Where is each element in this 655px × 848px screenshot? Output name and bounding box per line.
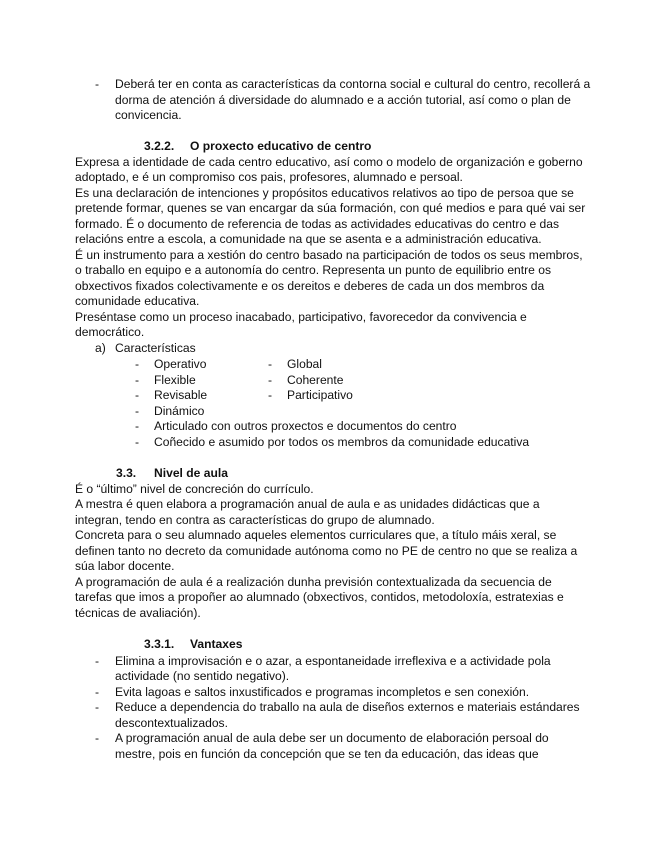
paragraph-line: técnicas de avaliación). bbox=[75, 606, 201, 620]
paragraph-line: integran, tendo en contra as características do grupo de alumnado. bbox=[75, 513, 435, 527]
bullet-dash: - bbox=[95, 700, 100, 714]
intro-bullet-line: dorma de atención á diversidade do alumnado e a acción tutorial, así como o plan de bbox=[115, 93, 571, 107]
section-number: 3.3. bbox=[116, 466, 137, 480]
paragraph-line: súa labor docente. bbox=[75, 559, 175, 573]
paragraph-line: Concreta para o seu alumnado aqueles elementos curriculares que, a título máis xeral, se bbox=[75, 528, 557, 542]
bullet-line: mestre, pois en función da concepción que se ten da educación, das ideas que bbox=[115, 747, 539, 761]
list-item: Dinámico bbox=[154, 404, 205, 418]
paragraph-line: definen tanto no decreto da comunidade autónoma como no PE de centro no que se realiza a bbox=[75, 544, 578, 558]
intro-bullet-line: Deberá ter en conta as características da contorna social e cultural do centro, recollerá a bbox=[115, 77, 591, 91]
bullet-line: Elimina a improvisación e o azar, a espontaneidade irreflexiva e a actividade pola bbox=[115, 654, 551, 668]
paragraph-line: A mestra é quen elabora a programación anual de aula e as unidades didácticas que a bbox=[75, 497, 540, 511]
bullet-line: actividade (no sentido negativo). bbox=[115, 669, 290, 683]
section-number: 3.2.2. bbox=[144, 139, 175, 153]
section-number: 3.3.1. bbox=[144, 637, 175, 651]
list-item: Global bbox=[287, 357, 322, 371]
bullet-dash: - bbox=[95, 77, 100, 91]
bullet-dash: - bbox=[135, 357, 140, 371]
bullet-dash: - bbox=[95, 654, 100, 668]
paragraph-line: obxectivos fixados colectivamente e os dereitos e deberes de cada un dos membros da bbox=[75, 279, 545, 293]
paragraph-line: formado. É o documento de referencia de todas as actividades educativas do centro e das bbox=[75, 217, 560, 231]
paragraph-line: A programación de aula é a realización dunha previsión contextualizada da secuencia de bbox=[75, 575, 552, 589]
paragraph-line: Es una declaración de intenciones y propósitos educativos relativos ao tipo de persoa que se bbox=[75, 186, 574, 200]
paragraph-line: É un instrumento para a xestión do centro basado na participación de todos os seus membros, bbox=[75, 248, 583, 262]
bullet-dash: - bbox=[268, 388, 273, 402]
intro-bullet-line: convicencia. bbox=[115, 108, 182, 122]
list-item: Operativo bbox=[154, 357, 207, 371]
paragraph-line: adoptado, e é un compromiso cos pais, profesores, alumnado e persoal. bbox=[75, 170, 463, 184]
section-title: Nivel de aula bbox=[154, 466, 228, 480]
bullet-dash: - bbox=[95, 731, 100, 745]
list-item: Articulado con outros proxectos e documentos do centro bbox=[154, 419, 457, 433]
bullet-dash: - bbox=[135, 435, 140, 449]
bullet-dash: - bbox=[268, 373, 273, 387]
paragraph-line: Preséntase como un proceso inacabado, participativo, favorecedor da convivencia e bbox=[75, 310, 527, 324]
paragraph-line: comunidade educativa. bbox=[75, 294, 200, 308]
bullet-dash: - bbox=[135, 404, 140, 418]
list-item: Coherente bbox=[287, 373, 344, 387]
paragraph-line: tarefas que imos a propoñer ao alumnado (obxectivos, contidos, metodoloxía, estratexias e bbox=[75, 590, 564, 604]
list-item: Coñecido e asumido por todos os membros da comunidade educativa bbox=[154, 435, 530, 449]
list-item: Revisable bbox=[154, 388, 208, 402]
bullet-dash: - bbox=[268, 357, 273, 371]
bullet-dash: - bbox=[135, 388, 140, 402]
paragraph-line: relacións entre a escola, a comunidade na que se asenta e a administración educativa. bbox=[75, 232, 542, 246]
bullet-line: Reduce a dependencia do traballo na aula de diseños externos e materiais estándares bbox=[115, 700, 580, 714]
list-label: Características bbox=[115, 341, 196, 355]
bullet-line: Evita lagoas e saltos inxustificados e programas incompletos e sen conexión. bbox=[115, 685, 530, 699]
bullet-dash: - bbox=[135, 373, 140, 387]
bullet-line: A programación anual de aula debe ser un documento de elaboración persoal do bbox=[115, 731, 549, 745]
list-item: Participativo bbox=[287, 388, 353, 402]
paragraph-line: É o “último” nivel de concreción do currículo. bbox=[75, 482, 314, 496]
section-title: Vantaxes bbox=[190, 637, 243, 651]
paragraph-line: o traballo en equipo e a autonomía do centro. Representa un punto de equilibrio entre os bbox=[75, 263, 552, 277]
list-marker: a) bbox=[95, 341, 106, 355]
paragraph-line: Expresa a identidade de cada centro educativo, así como o modelo de organización e goberno bbox=[75, 155, 583, 169]
list-item: Flexible bbox=[154, 373, 196, 387]
section-title: O proxecto educativo de centro bbox=[190, 139, 372, 153]
bullet-dash: - bbox=[95, 685, 100, 699]
bullet-dash: - bbox=[135, 419, 140, 433]
paragraph-line: pretende formar, quenes se van encargar da súa formación, con qué medios e para qué vai ser bbox=[75, 201, 586, 215]
paragraph-line: democrático. bbox=[75, 325, 145, 339]
bullet-line: descontextualizados. bbox=[115, 716, 228, 730]
